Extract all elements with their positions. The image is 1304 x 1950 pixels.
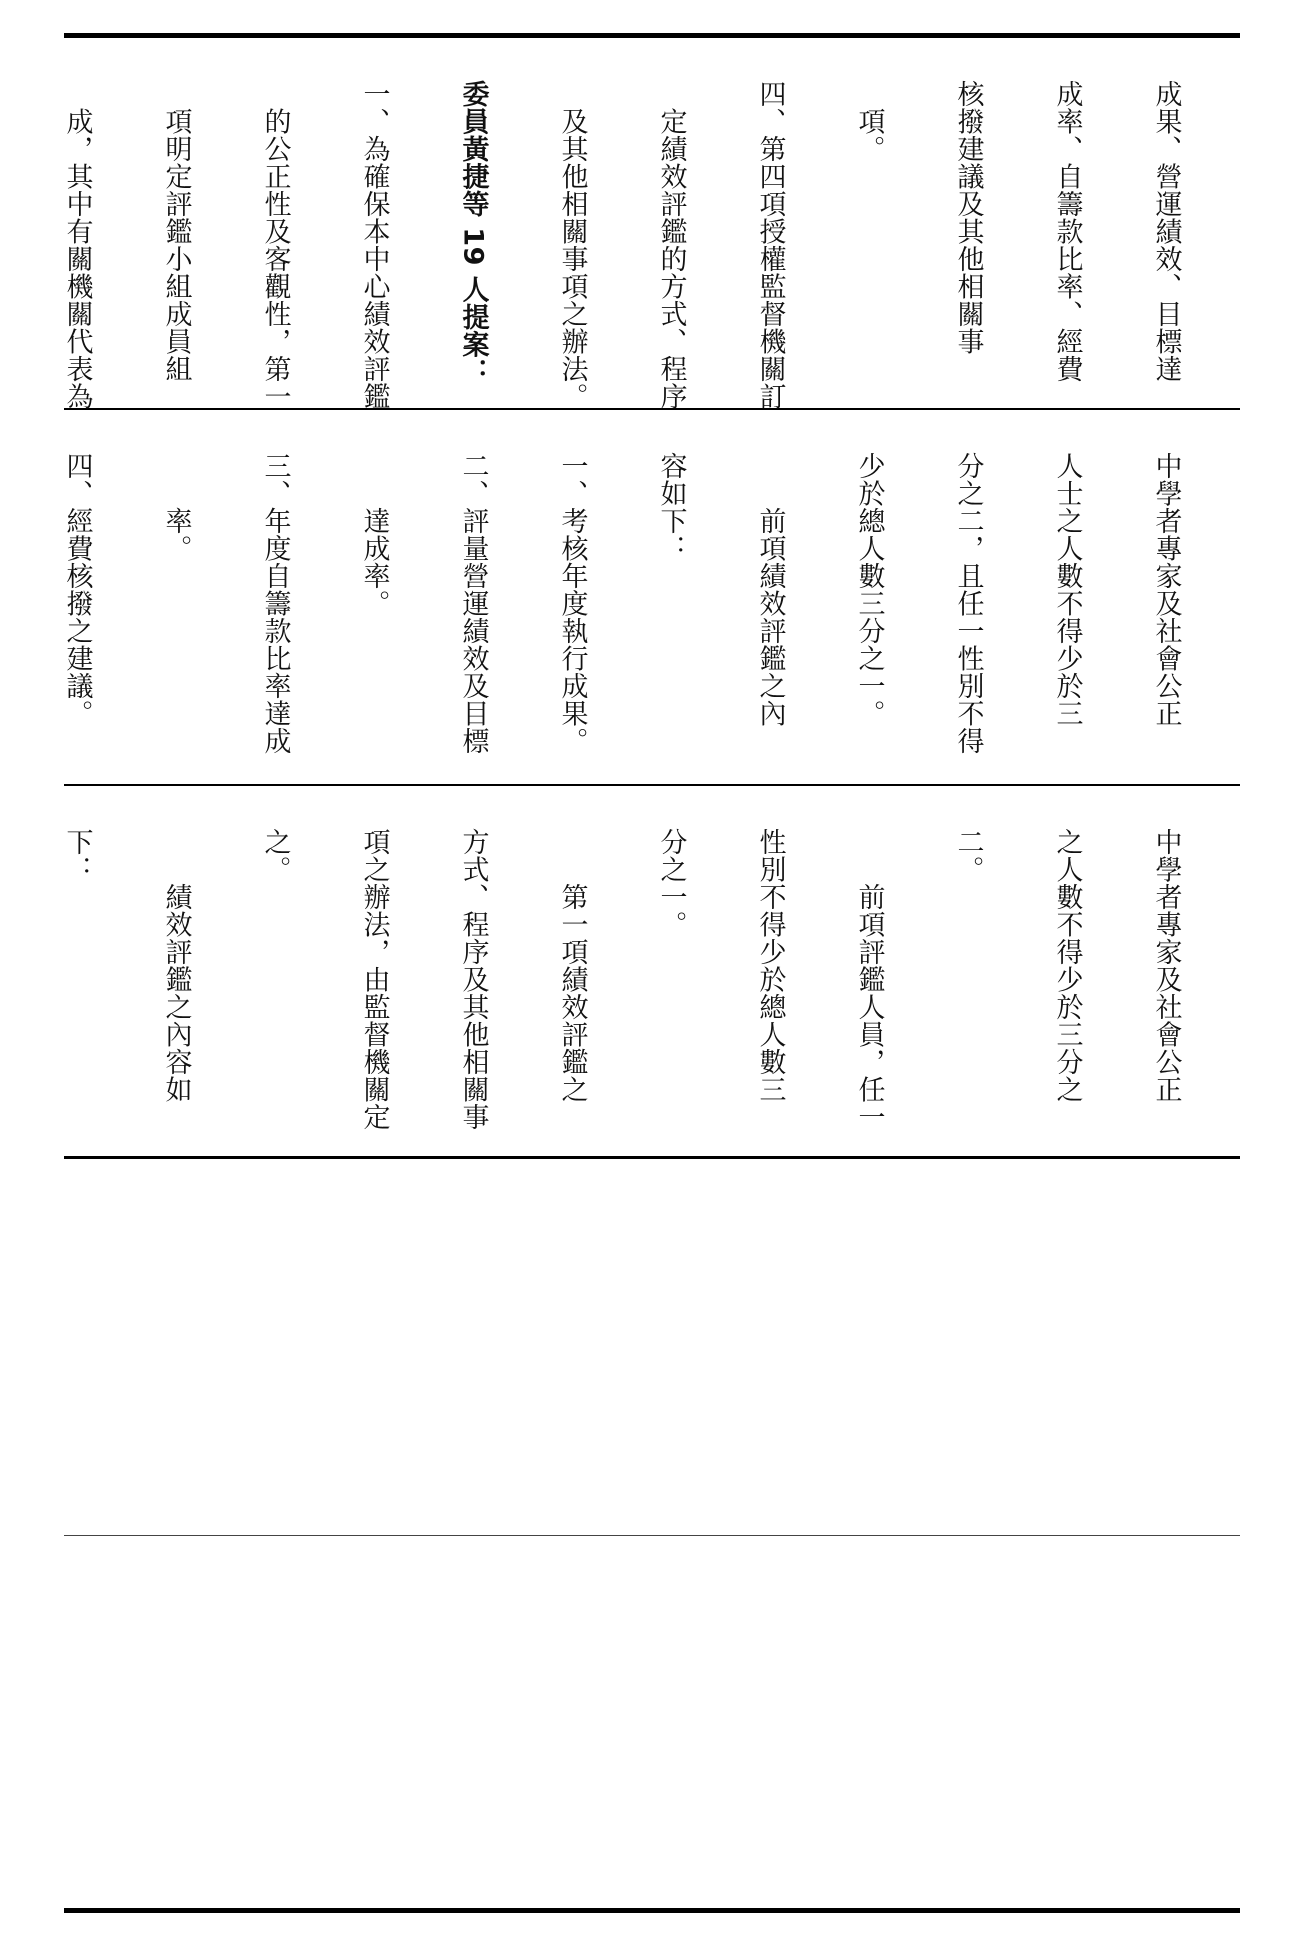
text-line: 中學者專家及社會公正 <box>1150 828 1182 1104</box>
text-line: 方式、程序及其他相關事 <box>457 828 489 1131</box>
text-line: 一、為確保本中心績效評鑑 <box>358 80 390 411</box>
vertical-text-block <box>61 792 1240 1148</box>
text-line: 項明定評鑑小組成員組 <box>160 80 192 383</box>
text-line <box>0 452 3 700</box>
column-divider-2 <box>64 784 1240 786</box>
proposal-heading: 委員黃捷等 19 人提案： <box>457 80 489 387</box>
text-line: 四、第四項授權監督機關訂 <box>754 80 786 411</box>
text-line: 定績效評鑑的方式、程序 <box>655 80 687 411</box>
text-line: 二。 <box>952 828 984 884</box>
text-line <box>0 828 3 1131</box>
text-line: 下： <box>61 828 93 884</box>
text-line: 二、評量營運績效及目標 <box>457 452 489 755</box>
text-line: 項之辦法，由監督機關定 <box>358 828 390 1131</box>
text-line: 前項績效評鑑之內 <box>754 452 786 728</box>
text-column-2 <box>61 416 1240 776</box>
text-column-1 <box>61 44 1240 411</box>
text-line: 分之一。 <box>655 828 687 939</box>
text-line: 成，其中有關機關代表為 <box>61 80 93 411</box>
text-line: 核撥建議及其他相關事 <box>952 80 984 356</box>
top-rule <box>64 33 1240 38</box>
text-line: 分之二，且任一性別不得 <box>952 452 984 755</box>
text-line: 成果、營運績效、目標達 <box>1150 80 1182 383</box>
text-line: 之。 <box>259 828 291 884</box>
text-column-3 <box>61 792 1240 1148</box>
section-rule <box>64 1156 1240 1159</box>
text-line: 項。 <box>853 80 885 163</box>
text-line: 人士之人數不得少於三 <box>1051 452 1083 728</box>
text-line: 容如下： <box>655 452 687 563</box>
text-line: 第一項績效評鑑之 <box>556 828 588 1104</box>
text-line: 性別不得少於總人數三 <box>754 828 786 1104</box>
vertical-text-block <box>61 416 1240 776</box>
text-line: 少於總人數三分之一。 <box>853 452 885 728</box>
text-line: 前項評鑑人員，任一 <box>853 828 885 1131</box>
text-line: 之人數不得少於三分之 <box>1051 828 1083 1104</box>
text-line <box>0 80 3 383</box>
text-line: 一、考核年度執行成果。 <box>556 452 588 755</box>
text-line: 達成率。 <box>358 452 390 618</box>
text-line: 成率、自籌款比率、經費 <box>1051 80 1083 383</box>
text-line: 績效評鑑之內容如 <box>160 828 192 1104</box>
lower-rule <box>64 1535 1240 1536</box>
vertical-text-block <box>61 44 1240 411</box>
text-line: 的公正性及客觀性，第一 <box>259 80 291 411</box>
text-line: 中學者專家及社會公正 <box>1150 452 1182 728</box>
text-line: 三、年度自籌款比率達成 <box>259 452 291 755</box>
bottom-rule <box>64 1908 1240 1913</box>
text-line: 及其他相關事項之辦法。 <box>556 80 588 411</box>
text-line: 率。 <box>160 452 192 563</box>
text-line: 四、經費核撥之建議。 <box>61 452 93 728</box>
